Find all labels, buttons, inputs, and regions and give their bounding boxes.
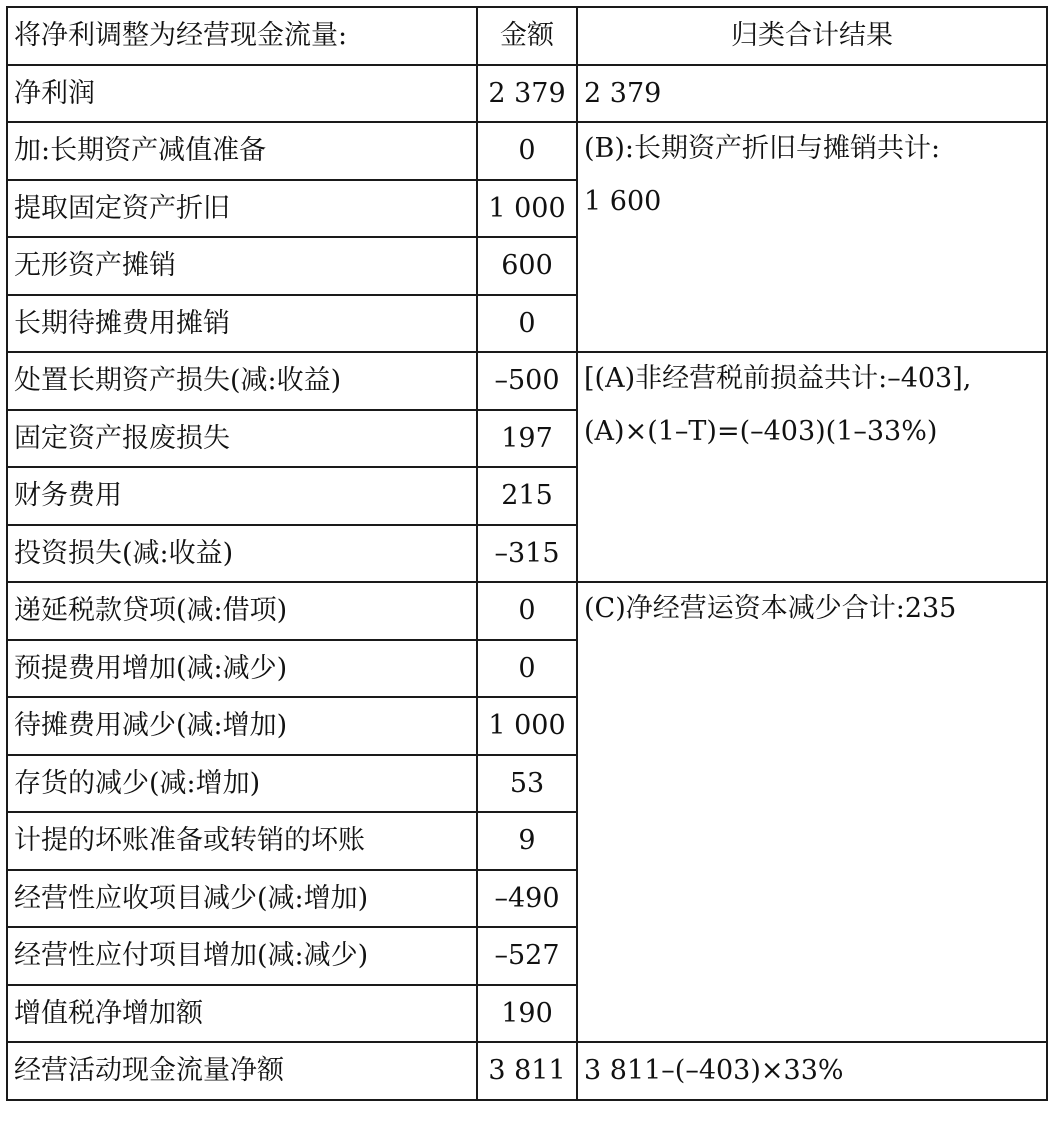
total-row	[7, 1042, 1047, 1100]
row-amount: 0	[477, 582, 577, 640]
result-c-line1: (C)净经营运资本减少合计:235	[584, 593, 957, 624]
row-item: 增值税净增加额	[7, 985, 477, 1043]
row-amount: 197	[477, 410, 577, 468]
table-row	[7, 582, 1047, 640]
table-row	[7, 352, 1047, 410]
table-row	[7, 65, 1047, 123]
row-amount: 190	[477, 985, 577, 1043]
cash-flow-adjustment-table	[6, 6, 1048, 1101]
row-item: 经营性应收项目减少(减:增加)	[7, 870, 477, 928]
row-item: 投资损失(减:收益)	[7, 525, 477, 583]
result-a-line2: (A)×(1–T)=(–403)(1–33%)	[584, 416, 938, 448]
row-item: 处置长期资产损失(减:收益)	[7, 352, 477, 410]
row-item: 加:长期资产减值准备	[7, 122, 477, 180]
result-b-line2: 1 600	[584, 186, 662, 218]
row-item: 提取固定资产折旧	[7, 180, 477, 238]
row-amount: 9	[477, 812, 577, 870]
header-amount: 金额	[477, 7, 577, 65]
header-result: 归类合计结果	[577, 7, 1047, 65]
row-item: 无形资产摊销	[7, 237, 477, 295]
result-a-line1: [(A)非经营税前损益共计:–403],	[584, 363, 972, 394]
row-amount: 0	[477, 122, 577, 180]
row-amount: 215	[477, 467, 577, 525]
row-item: 长期待摊费用摊销	[7, 295, 477, 353]
row-item: 计提的坏账准备或转销的坏账	[7, 812, 477, 870]
row-amount: 3 811	[477, 1042, 577, 1100]
row-item: 待摊费用减少(减:增加)	[7, 697, 477, 755]
row-amount: 0	[477, 640, 577, 698]
result-group-c	[577, 582, 1047, 1042]
result-group-b	[577, 122, 1047, 352]
table-row	[7, 122, 1047, 180]
header-row	[7, 7, 1047, 65]
row-item: 固定资产报废损失	[7, 410, 477, 468]
row-amount: 600	[477, 237, 577, 295]
result-b-line1: (B):长期资产折旧与摊销共计:	[584, 133, 941, 164]
row-item: 经营性应付项目增加(减:减少)	[7, 927, 477, 985]
row-item: 净利润	[7, 65, 477, 123]
result-net-profit: 2 379	[577, 65, 1047, 123]
header-item: 将净利调整为经营现金流量:	[7, 7, 477, 65]
row-amount: 53	[477, 755, 577, 813]
row-amount: –500	[477, 352, 577, 410]
cash-flow-adjustment-table-wrapper	[6, 6, 1046, 1142]
row-amount: –315	[477, 525, 577, 583]
row-item: 经营活动现金流量净额	[7, 1042, 477, 1100]
result-group-a	[577, 352, 1047, 582]
row-amount: 1 000	[477, 697, 577, 755]
row-item: 递延税款贷项(减:借项)	[7, 582, 477, 640]
row-amount: –527	[477, 927, 577, 985]
row-item: 预提费用增加(减:减少)	[7, 640, 477, 698]
row-amount: 0	[477, 295, 577, 353]
row-item: 财务费用	[7, 467, 477, 525]
row-amount: –490	[477, 870, 577, 928]
row-item: 存货的减少(减:增加)	[7, 755, 477, 813]
row-amount: 2 379	[477, 65, 577, 123]
result-total: 3 811–(–403)×33%	[577, 1042, 1047, 1100]
row-amount: 1 000	[477, 180, 577, 238]
